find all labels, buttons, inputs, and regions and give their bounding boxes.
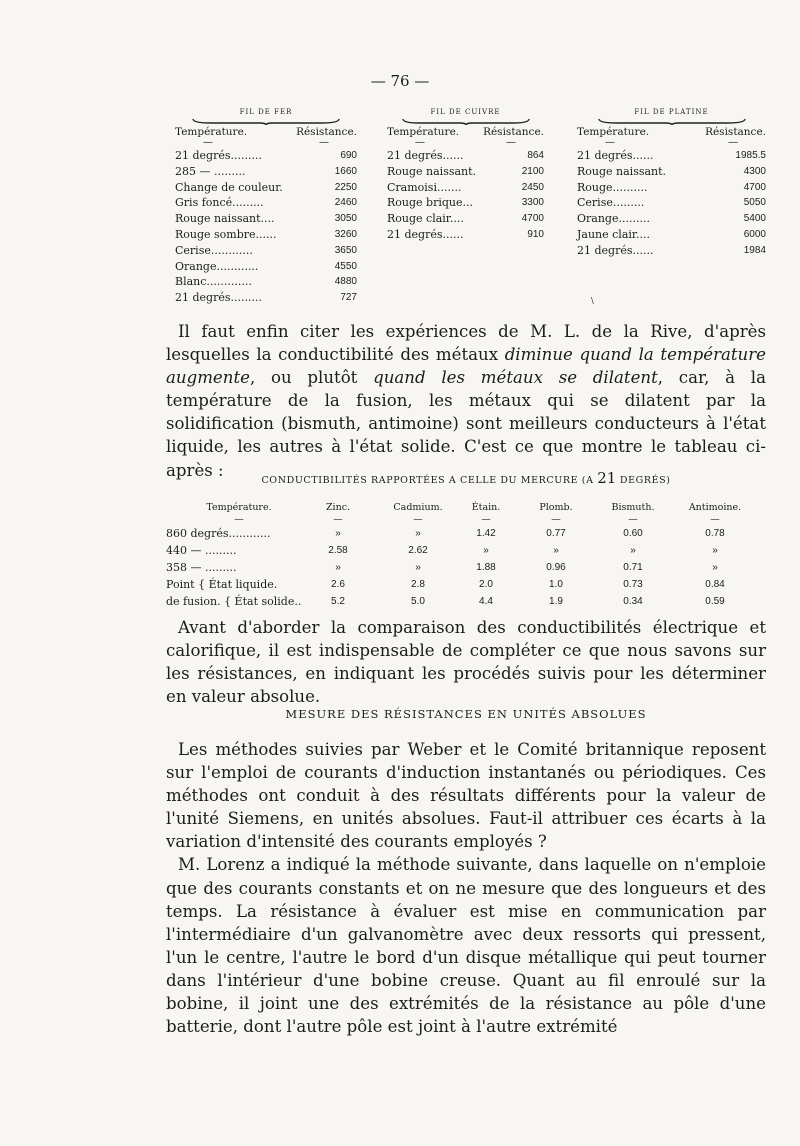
row-value: 1984 <box>743 244 766 256</box>
table-row <box>166 525 766 542</box>
brace-icon <box>597 117 747 125</box>
title-number: 21 <box>597 469 617 487</box>
table-row <box>577 243 766 259</box>
brace-icon <box>401 117 531 125</box>
table-row <box>577 195 766 211</box>
row-value: 5050 <box>743 197 766 209</box>
table-cell: » <box>630 545 636 556</box>
header-rule: — <box>319 137 329 148</box>
column-header: Zinc. <box>325 502 351 513</box>
row-label: 21 degrés...... <box>577 149 654 162</box>
row-label: Cramoisi....... <box>387 180 462 194</box>
table-row <box>387 180 544 196</box>
header-rule: — <box>234 514 244 525</box>
column-header-resistance: Résistance. <box>296 126 357 138</box>
table-row <box>577 227 766 243</box>
column-header-resistance: Résistance. <box>483 126 544 138</box>
table-cell: 4.4 <box>479 596 493 607</box>
column-header-temperature: Température. <box>175 126 248 138</box>
paragraph-methodes <box>166 738 766 1038</box>
row-value: 864 <box>527 150 544 161</box>
row-value: 727 <box>340 292 357 304</box>
italic-phrase: diminue quand la température augmente <box>166 345 766 388</box>
table-cell: 0.59 <box>705 596 725 607</box>
row-label: 21 degrés...... <box>387 149 464 162</box>
table-cell: » <box>415 562 421 573</box>
table-row <box>175 290 357 306</box>
table-row <box>175 180 357 196</box>
table-fil-de-fer <box>175 108 357 306</box>
table-cell: 2.6 <box>331 579 345 590</box>
column-header: Antimoine. <box>688 502 742 513</box>
table-cell: » <box>335 562 341 573</box>
column-header-temperature: Température. <box>387 126 460 138</box>
table-cell: 2.62 <box>408 545 428 556</box>
header-rule-row <box>166 515 766 525</box>
row-label: 21 degrés...... <box>387 227 464 241</box>
row-label: Point { État liquide. <box>166 578 278 591</box>
section-heading: MESURE DES RÉSISTANCES EN UNITÉS ABSOLUES <box>285 707 647 721</box>
table-row <box>166 542 766 559</box>
table-fil-de-cuivre <box>387 108 544 243</box>
row-value: 2450 <box>521 181 544 193</box>
row-label: Rouge sombre...... <box>175 227 277 241</box>
header-rule: — <box>333 514 343 525</box>
table-cell: » <box>712 562 718 573</box>
table-cell: 1.0 <box>549 579 563 590</box>
row-label: Rouge.......... <box>577 180 648 194</box>
row-value: 6000 <box>743 228 766 240</box>
conductivity-table <box>166 501 766 610</box>
text-run: Il faut enfin citer les expériences de M. L. de la Rive, d'après lesquelles la conductibilité des métaux <box>166 322 766 365</box>
row-label: Cerise............ <box>175 243 253 257</box>
table-cell: 5.0 <box>411 596 425 607</box>
row-value: 3050 <box>334 213 357 225</box>
row-label: 21 degrés......... <box>175 149 262 162</box>
table-cell: » <box>335 528 341 539</box>
table-row <box>175 164 357 180</box>
row-label: Rouge naissant.... <box>175 212 275 226</box>
table-row <box>387 227 544 243</box>
row-label: 440 — ......... <box>166 544 237 557</box>
row-label: 358 — ......... <box>166 561 237 574</box>
row-label: Orange............ <box>175 259 259 273</box>
brace-icon <box>191 117 341 125</box>
table-cell: 1.42 <box>476 528 496 539</box>
table-row <box>175 243 357 259</box>
row-label: Gris foncé......... <box>175 196 264 210</box>
table-cell: » <box>415 528 421 539</box>
row-label: 285 — ......... <box>175 164 246 178</box>
title-end: DEGRÉS) <box>619 475 671 486</box>
table-cell: 0.73 <box>623 579 643 590</box>
table-row <box>166 559 766 576</box>
table-cell: 1.88 <box>476 562 496 573</box>
row-label: Rouge naissant. <box>387 164 477 178</box>
table-caption: FIL DE PLATINE <box>634 108 709 116</box>
row-value: 4550 <box>334 260 357 272</box>
row-label: de fusion. { État solide.. <box>166 595 302 608</box>
column-header-resistance: Résistance. <box>705 126 766 138</box>
table-row <box>577 148 766 164</box>
text-run: , car, à la température de la fusion, les métaux qui se dilatent par la solidification (bismuth, antimoine) sont meilleurs conducteurs à l'état liquide, les autres à l'état solide. C'est ce que montre le tableau ci-après : <box>166 368 766 480</box>
column-header: Cadmium. <box>393 502 443 513</box>
row-value: 690 <box>340 150 357 161</box>
conductivity-table-title <box>166 469 766 487</box>
table-cell: » <box>553 545 559 556</box>
row-label: Rouge naissant. <box>577 164 667 178</box>
table-row <box>175 259 357 275</box>
table-row <box>166 576 766 593</box>
table-row <box>387 211 544 227</box>
table-cell: 0.77 <box>546 528 566 539</box>
header-rule: — <box>413 514 423 525</box>
table-cell: 2.8 <box>411 579 425 590</box>
table-cell: » <box>483 545 489 556</box>
row-value: 4700 <box>743 181 766 193</box>
row-value: 2460 <box>334 197 357 209</box>
table-row <box>175 274 357 290</box>
header-rule: — <box>728 137 738 148</box>
paragraph-body: M. Lorenz a indiqué la méthode suivante, dans laquelle on n'emploie que des courants constants et on ne mesure que des longueurs et des temps. La résistance à évaluer est mise en communication par l'intermédiaire d'un galvanomètre avec deux ressorts qui pressent, l'un le centre, l'autre le bord d'un disque métallique qui peut tourner dans l'intérieur d'une bobine creuse. Quant au fil enroulé sur la bobine, il joint une des extrémités de la résistance au pôle d'une batterie, dont l'autre pôle est joint à l'autre extrémité <box>166 855 766 1037</box>
row-label: 21 degrés...... <box>577 243 654 257</box>
row-value: 4880 <box>334 276 357 288</box>
table-cell: 0.84 <box>705 579 725 590</box>
text-run: , ou plutôt <box>249 368 374 388</box>
paragraph-de-la-rive <box>166 320 766 482</box>
row-label: 860 degrés............ <box>166 527 271 540</box>
row-label: Jaune clair.... <box>577 227 650 241</box>
row-label: Orange......... <box>577 212 650 226</box>
table-caption: FIL DE FER <box>239 108 293 116</box>
table-cell: 0.78 <box>705 528 725 539</box>
table-row <box>577 180 766 196</box>
paragraph-body: Les méthodes suivies par Weber et le Comité britannique reposent sur l'emploi de courants d'induction instantanés ou périodiques. Ces méthodes ont conduit à des résultats différents pour la valeur de l'unité Siemens, en unités absolues. Faut-il attribuer ces écarts à la variation d'intensité des courants employés ? <box>166 740 766 852</box>
column-header: Étain. <box>471 502 501 513</box>
header-rule: — <box>710 514 720 525</box>
paragraph-body <box>166 322 766 480</box>
row-value: 910 <box>527 228 544 240</box>
table-cell: 2.58 <box>328 545 348 556</box>
row-value: 2250 <box>334 181 357 193</box>
table-row <box>175 227 357 243</box>
table-cell: 0.96 <box>546 562 566 573</box>
header-rule: — <box>628 514 638 525</box>
title-main: CONDUCTIBILITÉS RAPPORTÉES A CELLE DU MERCURE (A <box>261 475 594 486</box>
paragraph-comparaison <box>166 616 766 708</box>
row-label: Rouge clair.... <box>387 212 464 226</box>
table-cell: 2.0 <box>479 579 493 590</box>
row-value: 2100 <box>521 165 544 177</box>
row-label: Rouge brique... <box>387 196 473 210</box>
table-row <box>387 148 544 164</box>
stray-mark: \ <box>591 296 594 305</box>
table-row <box>577 164 766 180</box>
paragraph-body: Avant d'aborder la comparaison des conductibilités électrique et calorifique, il est indispensable de compléter ce que nous savons sur les résistances, en indiquant les procédés suivis pour les déterminer en valeur absolue. <box>166 618 766 707</box>
column-header: Bismuth. <box>611 502 655 513</box>
conductivity-rows <box>166 525 766 610</box>
header-rule: — <box>605 137 615 148</box>
header-rule: — <box>481 514 491 525</box>
row-label: 21 degrés......... <box>175 291 262 305</box>
table-cell: 1.9 <box>549 596 563 607</box>
table-header-row <box>166 501 766 515</box>
italic-phrase: quand les métaux se dilatent <box>373 368 658 388</box>
row-value: 4700 <box>521 213 544 225</box>
table-row <box>387 164 544 180</box>
table-fil-de-platine <box>577 108 766 259</box>
row-value: 1985.5 <box>735 150 766 161</box>
table-cell: » <box>712 545 718 556</box>
row-value: 4300 <box>743 165 766 177</box>
table-row <box>387 195 544 211</box>
row-label: Change de couleur. <box>175 180 283 194</box>
row-value: 5400 <box>743 213 766 225</box>
table-row <box>577 211 766 227</box>
row-value: 3260 <box>334 228 357 240</box>
column-header: Température. <box>206 502 272 513</box>
row-label: Cerise......... <box>577 196 645 210</box>
table-cell: 0.34 <box>623 596 643 607</box>
header-rule: — <box>506 137 516 148</box>
table-row <box>175 148 357 164</box>
table-row <box>175 195 357 211</box>
table-cell: 0.71 <box>623 562 643 573</box>
table-caption: FIL DE CUIVRE <box>430 108 501 116</box>
page-number: — 76 — <box>370 72 430 90</box>
row-value: 3650 <box>334 244 357 256</box>
header-rule: — <box>203 137 213 148</box>
row-value: 3300 <box>521 197 544 209</box>
table-row <box>166 593 766 610</box>
column-header: Plomb. <box>539 502 573 513</box>
column-header-temperature: Température. <box>577 126 650 138</box>
row-label: Blanc............. <box>175 275 252 289</box>
table-cell: 0.60 <box>623 528 643 539</box>
row-value: 1660 <box>334 165 357 177</box>
table-cell: 5.2 <box>331 596 345 607</box>
table-row <box>175 211 357 227</box>
header-rule: — <box>415 137 425 148</box>
header-rule: — <box>551 514 561 525</box>
